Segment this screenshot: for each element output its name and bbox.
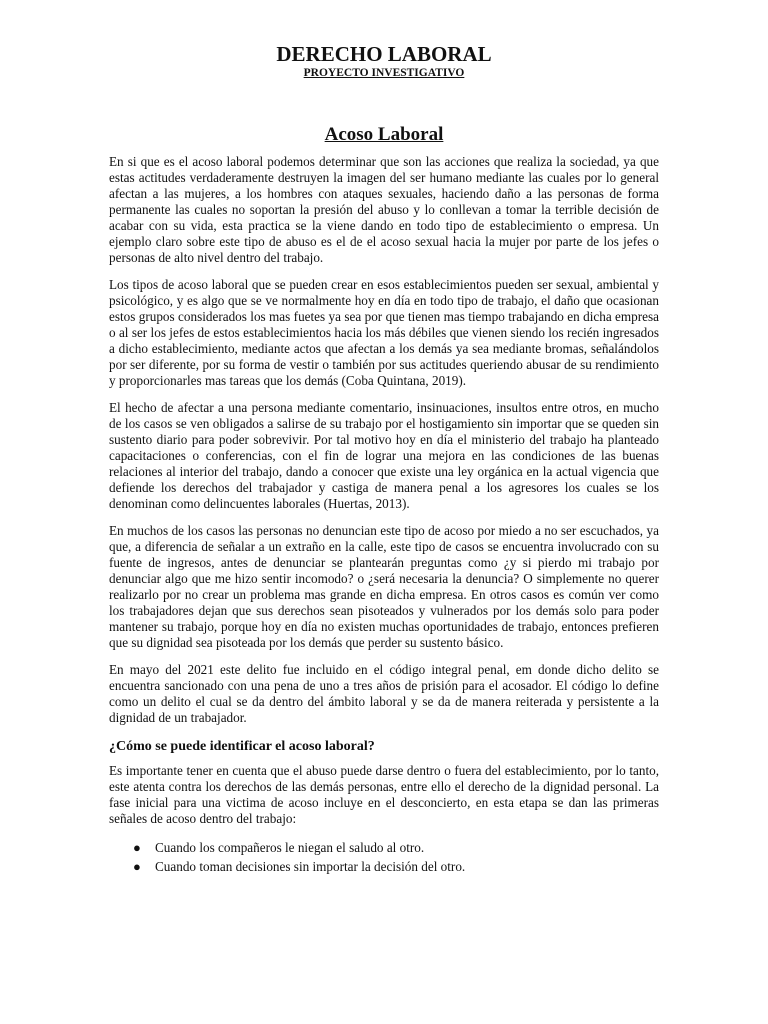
bullet-icon: ● [133, 840, 141, 855]
bullet-list [109, 838, 659, 876]
bullet-icon: ● [133, 859, 141, 874]
document-title: DERECHO LABORAL [276, 42, 492, 66]
subsection-paragraph: Es importante tener en cuenta que el abuso puede darse dentro o fuera del establecimiento, por lo tanto, este atenta contra los derechos de las demás personas, entre ello el derecho de la dignidad personal. La fase inicial para una victima de acoso incluye en el desconcierto, en esta etapa se dan las primeras señales de acoso dentro del trabajo: [109, 763, 659, 826]
section-title: Acoso Laboral [324, 124, 444, 145]
list-item [133, 857, 659, 876]
list-item-text: Cuando toman decisiones sin importar la decisión del otro. [155, 859, 466, 874]
list-item [133, 838, 659, 857]
paragraph-5: En mayo del 2021 este delito fue incluido en el código integral penal, em donde dicho delito se encuentra sancionado con una pena de uno a tres años de prisión para el acosador. El código lo define como un delito el cual se da dentro del ámbito laboral y se da de manera reiterada y persistente a la dignidad de un trabajador. [109, 662, 659, 725]
list-item-text: Cuando los compañeros le niegan el saludo al otro. [155, 840, 425, 855]
document-page [109, 42, 659, 876]
paragraph-4: En muchos de los casos las personas no denuncian este tipo de acoso por miedo a no ser escuchados, ya que, a diferencia de señalar a un extraño en la calle, este tipo de casos se encuentra involucrado con su fuente de ingresos, antes de denunciar se plantearán preguntas como ¿y si pierdo mi trabajo por denunciar algo que me hizo sentir incomodo? o ¿será necesaria la denuncia? O simplemente no querer realizarlo por no crear un problema mas grande en dicha empresa. En otros casos es común ver como los trabajadores dejan que sus derechos sean pisoteados y vulnerados por los demás solo para poder mantener su trabajo, porque hoy en día no existen muchas oportunidades de trabajo, entonces prefieren que su dignidad sea pisoteada por los demás que perder su sustento básico. [109, 523, 659, 650]
paragraph-3: El hecho de afectar a una persona mediante comentario, insinuaciones, insultos entre otros, en mucho de los casos se ven obligados a salirse de su trabajo por el hostigamiento sin importar que se queden sin sustento diario para poder sobrevivir. Por tal motivo hoy en día el ministerio del trabajo ha planteado capacitaciones o conferencias, con el fin de lograr una mejora en las condiciones de las buenas relaciones al interior del trabajo, dando a conocer que existe una ley orgánica en la actual vigencia que defiende los derechos del trabajador y castiga de manera penal a los agresores los cuales se los denominan como delincuentes laborales (Huertas, 2013). [109, 400, 659, 511]
paragraph-1: En si que es el acoso laboral podemos determinar que son las acciones que realiza la sociedad, ya que estas actitudes verdaderamente destruyen la imagen del ser humano mediante las cuales por lo general afectan a las mujeres, a los hombres con ataques sexuales, haciendo daño a las personas de forma permanente las cuales no soportan la presión del abuso y lo conllevan a tomar la terrible decisión de acabar con su vida, esta practica se la viene dando en todo tipo de establecimiento o empresa. Un ejemplo claro sobre este tipo de abuso es el de el acoso sexual hacia la mujer por parte de los jefes o personas de alto nivel dentro del trabajo. [109, 154, 659, 265]
subsection-heading: ¿Cómo se puede identificar el acoso laboral? [109, 739, 375, 754]
document-subtitle: PROYECTO INVESTIGATIVO [303, 67, 465, 79]
paragraph-2: Los tipos de acoso laboral que se pueden crear en esos establecimientos pueden ser sexual, ambiental y psicológico, y es algo que se ve normalmente hoy en día en todo tipo de trabajo, el daño que ocasionan estos grupos considerados los mas fuetes ya sea por que tienen mas tiempo trabajando en dicha empresa o al ser los jefes de estos establecimientos hacia los más débiles que vienen siendo los recién ingresados a dicho establecimiento, mediante actos que afectan a los demás ya sea mediante bromas, señalándolos por ser diferente, por su forma de vestir o también por sus actitudes queriendo abusar de su rendimiento y proporcionarles mas tareas que los demás (Coba Quintana, 2019). [109, 277, 659, 388]
